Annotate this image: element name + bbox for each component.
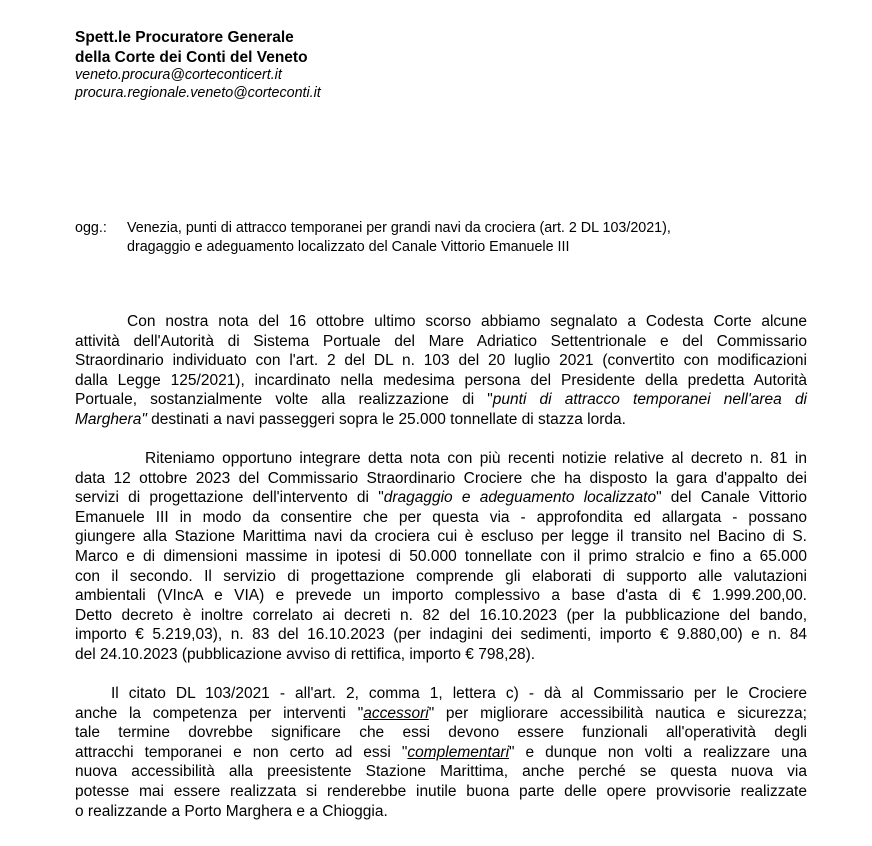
addressee-organization: della Corte dei Conti del Veneto xyxy=(75,48,308,66)
paragraph-line xyxy=(75,410,807,430)
body-paragraph-2 xyxy=(75,449,807,665)
text-run: " e dunque non volti a realizzare una xyxy=(509,743,807,761)
paragraph-line: data 12 ottobre 2023 del Commissario Straordinario Crociere che ha disposto la gara d'appalto dei xyxy=(75,469,807,487)
paragraph-line xyxy=(75,390,807,410)
body-paragraph-3 xyxy=(75,684,807,821)
paragraph-line xyxy=(75,743,807,763)
italic-quote: punti di attracco temporanei nell'area di xyxy=(492,391,808,409)
addressee-email: procura.regionale.veneto@corteconti.it xyxy=(75,84,321,101)
body-paragraph-1 xyxy=(75,312,807,430)
paragraph-line: Riteniamo opportuno integrare detta nota con più recenti notizie relative al decreto n. 81 in xyxy=(145,450,807,467)
text-run: attracchi temporanei e non certo ad essi " xyxy=(75,743,408,761)
subject-line: dragaggio e adeguamento localizzato del Canale Vittorio Emanuele III xyxy=(127,239,570,255)
addressee-email-pec: veneto.procura@corteconticert.it xyxy=(75,67,282,84)
subject-label: ogg.: xyxy=(75,220,107,236)
subject-text xyxy=(127,219,807,257)
paragraph-line: importo € 5.219,03), n. 83 del 16.10.2023 (per indagini dei sedimenti, importo € 9.880,00) e n. 84 xyxy=(75,626,807,644)
text-run: anche la competenza per interventi " xyxy=(75,704,364,722)
paragraph-line: Il citato DL 103/2021 - all'art. 2, comma 1, lettera c) - dà al Commissario per le Crociere xyxy=(111,685,807,702)
paragraph-line: o realizzande a Porto Marghera e a Chioggia. xyxy=(75,802,388,820)
paragraph-line xyxy=(75,704,807,724)
paragraph-line: Emanuele III in modo da consentire che per questa via - approfondita ed allargata - possano xyxy=(75,508,807,526)
paragraph-line: del 24.10.2023 (pubblicazione avviso di rettifica, importo € 798,28). xyxy=(75,645,536,663)
text-run: " del Canale Vittorio xyxy=(656,489,807,507)
text-run: destinati a navi passeggeri sopra le 25.000 tonnellate di stazza lorda. xyxy=(146,410,626,428)
underlined-italic-term: complementari xyxy=(407,743,510,761)
paragraph-line: giungere alla Stazione Marittima navi da crociera cui è escluso per legge il transito nel Bacino di S. xyxy=(75,528,807,546)
paragraph-line: Straordinario individuato con l'art. 2 del DL n. 103 del 20 luglio 2021 (convertito con modificazioni xyxy=(75,352,807,370)
paragraph-line: attività dell'Autorità di Sistema Portuale del Mare Adriatico Settentrionale e del Commissario xyxy=(75,332,807,350)
paragraph-line: ambientali (VIncA e VIA) e prevede un importo complessivo a base d'asta di € 1.999.200,00. xyxy=(75,587,807,605)
paragraph-line: Marco e di dimensioni massime in ipotesi di 50.000 tonnellate con il primo stralcio e fino a 65.000 xyxy=(75,547,807,565)
italic-quote: Marghera" xyxy=(75,410,147,428)
paragraph-line xyxy=(75,488,807,508)
paragraph-line: Con nostra nota del 16 ottobre ultimo scorso abbiamo segnalato a Codesta Corte alcune xyxy=(127,313,807,330)
underlined-italic-term: accessori xyxy=(363,704,429,722)
addressee-title: Spett.le Procuratore Generale xyxy=(75,29,294,46)
text-run: " per migliorare accessibilità nautica e sicurezza; xyxy=(428,704,807,722)
paragraph-line: tale termine dovrebbe significare che essi devono essere funzionali all'operatività degli xyxy=(75,724,807,742)
subject-line: Venezia, punti di attracco temporanei per grandi navi da crociera (art. 2 DL 103/2021), xyxy=(127,220,671,236)
text-run: Portuale, sostanzialmente volte alla realizzazione di " xyxy=(75,391,493,409)
italic-quote: dragaggio e adeguamento localizzato xyxy=(383,489,657,507)
paragraph-line: con il secondo. Il servizio di progettazione comprende gli elaborati di supporto alle valutazioni xyxy=(75,567,807,585)
paragraph-line: potesse mai essere realizzata si renderebbe inutile buona parte delle opere provvisorie realizzate xyxy=(75,782,807,800)
paragraph-line: Detto decreto è inoltre correlato ai decreti n. 82 del 16.10.2023 (per la pubblicazione del bando, xyxy=(75,606,807,624)
paragraph-line: dalla Legge 125/2021), incardinato nella medesima persona del Presidente della predetta Autorità xyxy=(75,371,807,389)
addressee-block xyxy=(75,28,321,102)
paragraph-line: nuova accessibilità alla preesistente Stazione Marittima, anche perché se questa nuova via xyxy=(75,763,807,781)
text-run: servizi di progettazione dell'intervento di " xyxy=(75,489,384,507)
